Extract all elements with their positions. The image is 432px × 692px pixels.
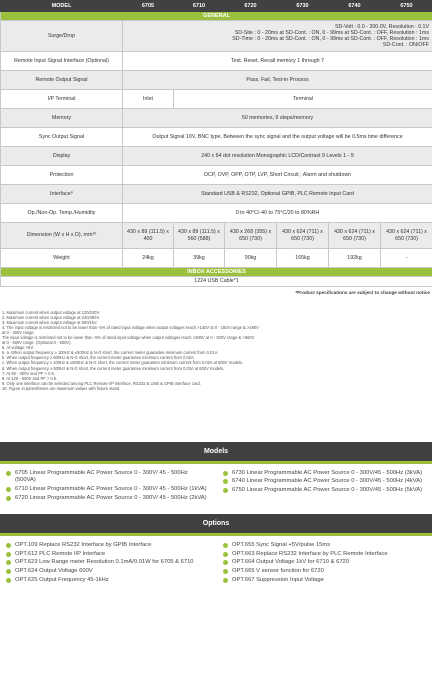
io-terminal-row <box>1 90 432 109</box>
display-value: 240 x 64 dot resolution Monographic LCD/Contrast 9 Levels 1 - 9 <box>123 147 432 166</box>
model-6750: 6750 <box>381 1 432 12</box>
option-item: OPT.623 Low Range meter Resolution 0.1mA/0.01W for 6705 & 6710 <box>6 559 209 567</box>
model-item: 6705 Linear Programmable AC Power Source 0 - 300V/ 45 - 500Hz (500VA) <box>6 470 209 485</box>
bullet-icon <box>6 578 11 583</box>
footnote: 6. a. When output frequency ≥ 100Hz & ≤500Hz & N-G short, the current meter guarantee minimum current from 0.01A. <box>2 350 219 356</box>
bullet-icon <box>6 552 11 557</box>
dimension-6720: 430 x 268 (355) x 650 (730) <box>225 223 277 249</box>
option-item: OPT.665 V sensor function for 6720 <box>223 568 426 576</box>
temp-row <box>1 204 432 223</box>
bullet-icon <box>6 471 11 476</box>
footnote: 10. Figure in parentheses are maximum values with fixture stand. <box>2 385 121 391</box>
footnote: The input voltage is restricted not to be lower than -5% of rated input voltage when output voltages reach >280V at 0 - 300V range & >560V <box>2 335 255 341</box>
protection-row <box>1 166 432 185</box>
dimension-6740: 430 x 624 (711) x 650 (730) <box>329 223 381 249</box>
dimension-row <box>1 223 432 249</box>
spec-table <box>0 0 432 287</box>
model-6720: 6720 <box>225 1 277 12</box>
surge-row <box>1 21 432 52</box>
footnote: 1. Maximum current when output voltage at 120/240V. <box>2 310 100 315</box>
footnote: at 0 - 300V range. <box>2 330 35 336</box>
interface-row <box>1 185 432 204</box>
model-item: 6740 Linear Programmable AC Power Source 0 - 300V/45 - 500Hz (4kVA) <box>223 478 426 486</box>
spec-change-note: *Product specifications are subject to change without notice <box>295 290 430 295</box>
option-item: OPT.667 Suppression Input Voltage <box>223 577 426 585</box>
option-item: OPT.625 Output Frequency 45-1kHz <box>6 577 209 585</box>
protection-label: Protection <box>1 166 123 185</box>
sync-value: Output Signal 10V, BNC type, Between the sync signal and the output voltage will be 0.5ms time difference <box>123 128 432 147</box>
surge-value: SD-Volt : 0.0 - 300.0V, Resolution : 0.1V SD-Site : 0 - 20ms at SD-Cont. : ON, 0 - 99ms at SD-Cont. : OFF, Resolution : 1ms SD-Time : 0 - 20ms at SD-Cont. : ON, 0 - 99ms at SD-Cont. : OFF, Resolution : 1ms SD-Cont. : ON/OFF <box>123 21 432 52</box>
sync-row <box>1 128 432 147</box>
model-item: 6730 Linear Programmable AC Power Source 0 - 300V/45 - 500Hz (3kVA) <box>223 470 426 478</box>
dimension-6705: 430 x 89 (111.5) x 400 <box>123 223 174 249</box>
memory-row <box>1 109 432 128</box>
model-6710: 6710 <box>174 1 225 12</box>
option-item: OPT.655 Sync Signal +5V/pulse 15ms <box>223 542 426 550</box>
footnote: c. When output frequency ≥ 100Hz & ≤500Hz & N-G short, the current meter guarantee minimum current from 0.02A at 600V models. <box>2 360 244 366</box>
weight-row <box>1 249 432 268</box>
bullet-icon <box>223 543 228 548</box>
bullet-icon <box>223 488 228 493</box>
weight-6750: - <box>381 249 432 268</box>
footnote: 3. Maximum current when output voltage at 500/1kV. <box>2 320 98 326</box>
surge-label: Surge/Drop <box>1 21 123 52</box>
bullet-icon <box>6 496 11 501</box>
memory-value: 50 memories, 9 steps/memory <box>123 109 432 128</box>
options-list <box>0 536 432 585</box>
option-item: OPT.612 PLC Remote I/P Interface <box>6 551 209 559</box>
inbox-section-title: INBOX ACCESSORIES <box>1 268 432 277</box>
bullet-icon <box>223 479 228 484</box>
dimension-6730: 430 x 624 (711) x 650 (730) <box>277 223 329 249</box>
remote-out-row <box>1 71 432 90</box>
dimension-label: Dimension (W x H x D), mm¹⁰ <box>1 223 123 249</box>
temp-label: Op./Non-Op. Temp./Humidity <box>1 204 123 223</box>
remote-out-value: Pass, Fail, Test-in Process <box>123 71 432 90</box>
models-list <box>0 464 432 503</box>
bullet-icon <box>6 560 11 565</box>
bullet-icon <box>223 569 228 574</box>
options-section-title: Options <box>202 520 230 528</box>
bullet-icon <box>223 552 228 557</box>
models-section-title: Models <box>203 447 229 455</box>
bullet-icon <box>6 487 11 492</box>
remote-iface-label: Remote Input Signal Interface (Optional) <box>1 52 123 71</box>
option-item: OPT.664 Output Voltage 1kV for 6710 & 6720 <box>223 559 426 567</box>
footnotes-list <box>0 310 432 391</box>
interface-value: Standard USB & RS232, Optional GPIB, PLC Remote Input Card <box>123 185 432 204</box>
model-item: 6750 Linear Programmable AC Power Source 0 - 300V/45 - 500Hz (5kVA) <box>223 487 426 495</box>
model-item: 6720 Linear Programmable AC Power Source 0 - 300V/ 45 - 500Hz (2kVA) <box>6 495 209 503</box>
dimension-6710: 430 x 89 (111.5) x 560 (588) <box>174 223 225 249</box>
remote-out-label: Remote Output Signal <box>1 71 123 90</box>
model-item: 6710 Linear Programmable AC Power Source 0 - 300V/ 45 - 500Hz (1kVA) <box>6 486 209 494</box>
weight-6705: 24kg <box>123 249 174 268</box>
models-section-bar <box>0 442 432 464</box>
bullet-icon <box>223 578 228 583</box>
remote-iface-row <box>1 52 432 71</box>
model-header-row <box>1 1 432 12</box>
weight-6730: 165kg <box>277 249 329 268</box>
footnote: 5. At voltage >5V. <box>2 345 34 351</box>
footnote: 2. Maximum current when output voltage at 240/480V. <box>2 315 100 321</box>
memory-label: Memory <box>1 109 123 128</box>
footnote: d. When output frequency ≥ 500Hz & N-G short, the current meter guarantee minimum current from 0.03A at 600V models. <box>2 365 225 371</box>
footnote: b. When output frequency ≥ 500Hz & N-G short, the current meter guarantee minimum current from 0.02A. <box>2 355 195 361</box>
temp-value: 0 to 40°C/-40 to 75°C/20 to 80%RH <box>123 204 432 223</box>
weight-6720: 90kg <box>225 249 277 268</box>
option-item: OPT.109 Replace RS232 Interface by GPIB Interface <box>6 542 209 550</box>
bullet-icon <box>223 560 228 565</box>
protection-value: OCP, OVP, OPP, OTP, LVP, Short Circuit ; Alarm and shutdown <box>123 166 432 185</box>
remote-iface-value: Test, Reset, Recall memory 1 through 7 <box>123 52 432 71</box>
dimension-6750: 430 x 624 (711) x 650 (730) <box>381 223 432 249</box>
footnote: 4. The input voltage is restricted not to be lower than -5% of rated input voltage when output voltages reach >140V at 0 - 150V range & >280V <box>2 325 259 331</box>
inbox-row <box>1 277 432 287</box>
inbox-value: 1224 USB Cable*1 <box>1 277 432 287</box>
weight-6740: 192kg <box>329 249 381 268</box>
io-terminal-label: I/P Terminal <box>1 90 123 109</box>
model-label: MODEL <box>1 1 123 12</box>
weight-6710: 39kg <box>174 249 225 268</box>
footnote: 7. At 60 - 300V and PF > 0.5. <box>2 370 55 376</box>
option-item: OPT.663 Replace RS232 Interface by PLC Remote Interface <box>223 551 426 559</box>
bullet-icon <box>223 471 228 476</box>
general-section-title: GENERAL <box>1 12 432 21</box>
bullet-icon <box>6 569 11 574</box>
footnote: 9. Only one interface can be selected among PLC Remote I/P interface, RS232 & USB & GPIB interface card. <box>2 380 201 386</box>
display-row <box>1 147 432 166</box>
footnote: 8. At 120 - 600V and PF > 0.5. <box>2 375 58 381</box>
bullet-icon <box>6 543 11 548</box>
model-6705: 6705 <box>123 1 174 12</box>
options-section-bar <box>0 514 432 536</box>
option-item: OPT.624 Output Voltage 600V <box>6 568 209 576</box>
sync-label: Sync Output Signal <box>1 128 123 147</box>
display-label: Display <box>1 147 123 166</box>
io-inlet: Inlet <box>123 90 174 109</box>
footnote: at 0 - 600V range. (Optional 0 - 600V). <box>2 340 72 346</box>
interface-label: Interface⁹ <box>1 185 123 204</box>
model-6730: 6730 <box>277 1 329 12</box>
weight-label: Weight <box>1 249 123 268</box>
model-6740: 6740 <box>329 1 381 12</box>
io-terminal: Terminal <box>174 90 432 109</box>
